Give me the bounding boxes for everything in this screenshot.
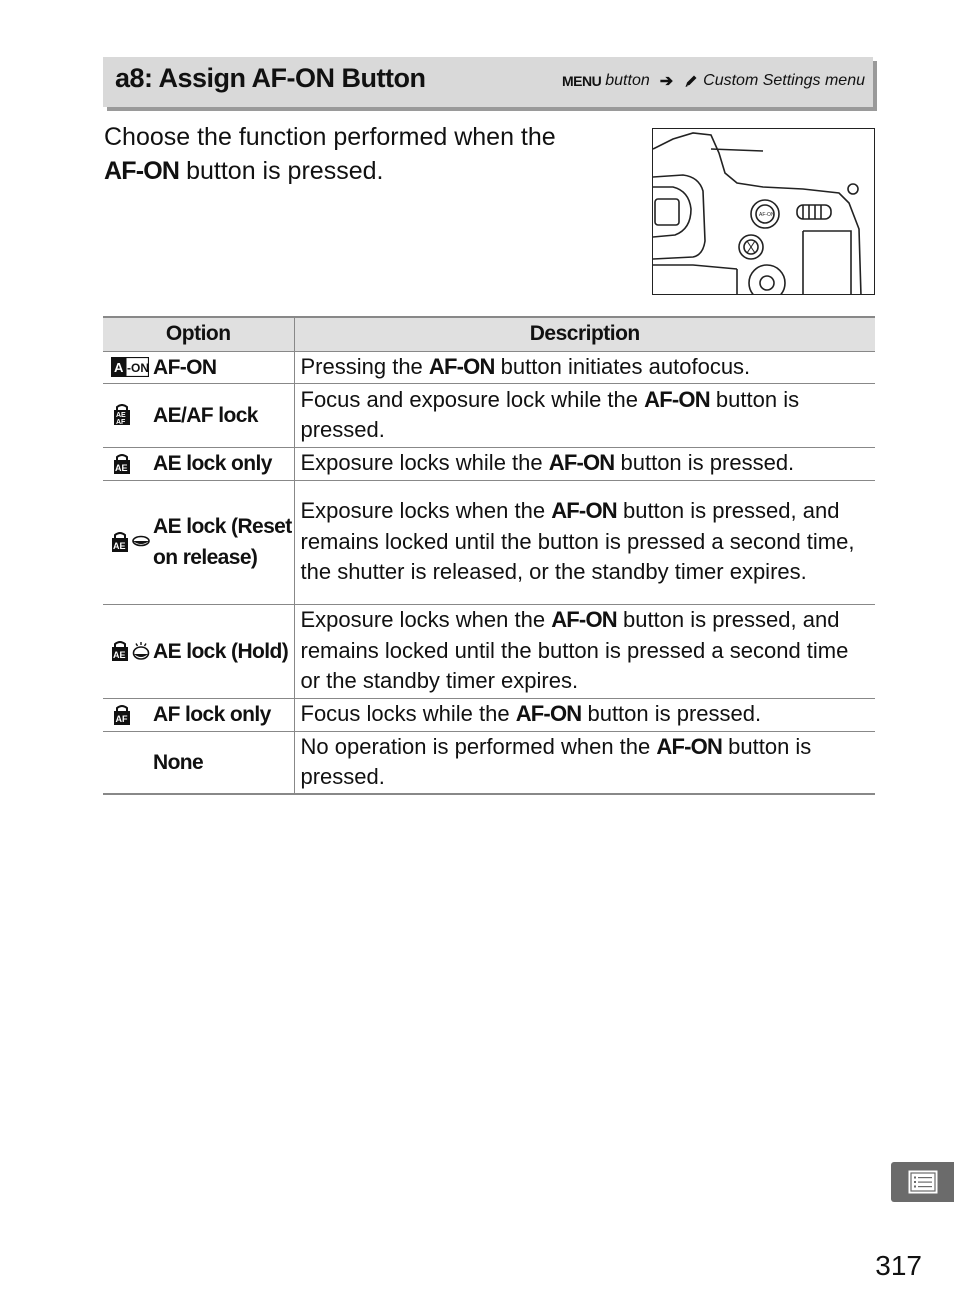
table-row — [103, 383, 875, 447]
table-row — [103, 698, 875, 731]
option-label: None — [153, 750, 204, 774]
desc-text: Focus locks while the — [300, 701, 516, 727]
section-header — [103, 57, 873, 107]
desc-text: button initiates autofocus. — [494, 353, 751, 379]
desc-text: Exposure locks when the — [300, 607, 552, 633]
menu-button-suffix: button — [605, 72, 650, 89]
custom-settings-menu-label: Custom Settings menu — [703, 72, 865, 89]
desc-text: button is pressed, and remains locked until the button is pressed a second time or the standby timer expires. — [300, 607, 849, 694]
desc-text: Exposure locks when the — [300, 498, 552, 524]
af-on-key-label: AF-ON — [104, 157, 180, 185]
option-description — [294, 698, 875, 731]
ae-lock-icon — [111, 453, 153, 475]
option-description — [294, 480, 875, 604]
desc-text: No operation is performed when the — [300, 733, 657, 759]
desc-text: button is pressed. — [300, 733, 812, 790]
description-column-header: Description — [294, 317, 875, 351]
option-description — [294, 604, 875, 698]
page-title: a8: Assign AF-ON Button — [115, 63, 426, 93]
option-label: AE/AF lock — [153, 403, 258, 427]
af-on-key-label: AF-ON — [428, 353, 495, 379]
desc-text: Focus and exposure lock while the — [300, 386, 645, 412]
option-label: AE lock (Hold) — [153, 639, 289, 663]
table-row — [103, 731, 875, 794]
option-label: AE lock (Reset on release) — [153, 515, 292, 569]
desc-text: button is pressed. — [300, 386, 800, 442]
intro-part2: button is pressed. — [186, 157, 384, 185]
intro-part1: Choose the function performed when the — [104, 123, 556, 151]
af-on-key-label: AF-ON — [515, 701, 582, 727]
table-header-row — [103, 317, 875, 351]
menu-list-icon — [908, 1170, 938, 1194]
option-description — [294, 383, 875, 447]
af-on-key-label: AF-ON — [551, 498, 617, 524]
svg-text:AE: AE — [113, 650, 126, 660]
options-table — [103, 316, 875, 795]
desc-text: Exposure locks while the — [300, 450, 549, 476]
option-label: AF-ON — [153, 355, 217, 379]
af-on-key-label: AF-ON — [551, 607, 617, 633]
intro-text — [104, 120, 624, 188]
page-number: 317 — [875, 1250, 922, 1281]
camera-drawing — [653, 129, 875, 295]
svg-text:AE: AE — [116, 412, 126, 419]
table-row — [103, 447, 875, 480]
desc-text: button is pressed. — [614, 450, 795, 476]
table-row — [103, 604, 875, 698]
svg-text:A: A — [114, 360, 124, 375]
svg-text:AF: AF — [115, 713, 128, 724]
pencil-icon — [683, 73, 699, 89]
desc-text: button is pressed. — [581, 701, 762, 727]
af-on-icon — [111, 357, 153, 377]
af-on-key-label: AF-ON — [548, 450, 615, 476]
option-description — [294, 731, 875, 794]
option-description — [294, 447, 875, 480]
svg-text:AE: AE — [115, 462, 128, 473]
desc-text: button is pressed, and remains locked until the button is pressed a second time, the shutter is released, or the standby timer expires. — [300, 498, 855, 585]
svg-text:AE: AE — [113, 541, 126, 551]
menu-path — [562, 71, 865, 91]
af-lock-icon — [111, 704, 153, 726]
option-description — [294, 351, 875, 383]
ae-lock-hold-icon — [111, 640, 153, 662]
arrow-right-icon: ➔ — [659, 73, 674, 90]
option-column-header: Option — [103, 317, 294, 351]
svg-text:AF: AF — [116, 419, 126, 426]
menu-button-label: MENU — [562, 73, 602, 89]
table-row — [103, 480, 875, 604]
svg-text:AF-ON: AF-ON — [759, 212, 775, 218]
ae-lock-reset-icon — [111, 531, 153, 553]
option-label: AF lock only — [153, 703, 271, 726]
svg-text:-ON: -ON — [127, 361, 149, 375]
camera-back-illustration — [652, 128, 875, 295]
af-on-key-label: AF-ON — [644, 386, 710, 412]
table-row — [103, 351, 875, 383]
desc-text: Pressing the — [300, 353, 429, 379]
ae-af-lock-icon — [111, 404, 153, 426]
af-on-key-label: AF-ON — [656, 733, 723, 759]
option-label: AE lock only — [153, 452, 272, 475]
menu-guide-tab[interactable] — [891, 1162, 954, 1202]
